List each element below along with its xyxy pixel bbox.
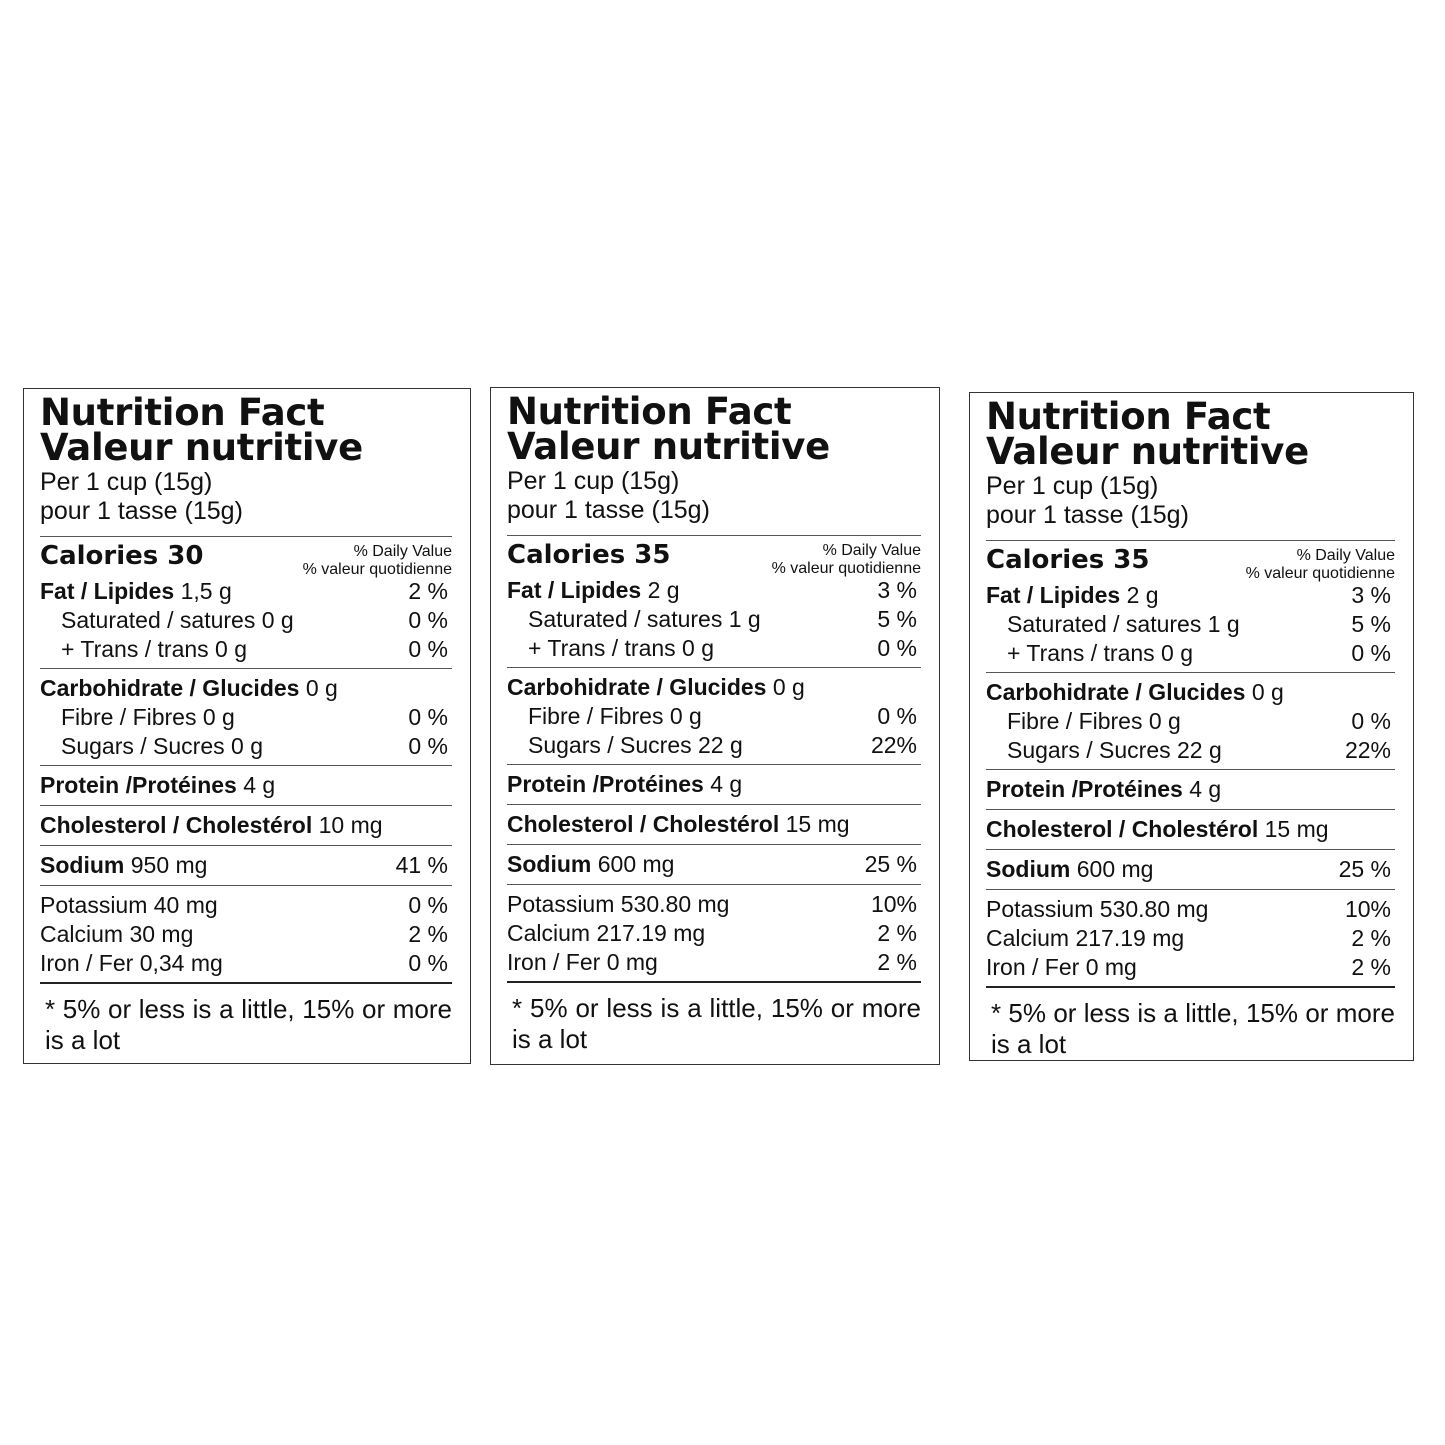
calcium-label: Calcium 217.19 mg [507, 920, 706, 946]
fibre-percent: 0 % [1351, 708, 1391, 734]
carbohydrate-amount: 0 g [772, 674, 805, 700]
carbohydrate-row [507, 673, 921, 702]
protein-amount: 4 g [710, 771, 743, 797]
fibre-percent: 0 % [877, 703, 917, 729]
saturated-percent: 0 % [408, 607, 448, 633]
title-fr: Valeur nutritive [507, 425, 830, 468]
iron-percent: 2 % [877, 949, 917, 975]
sodium-label: Sodium [507, 851, 592, 877]
calcium-percent: 2 % [877, 920, 917, 946]
iron-row [507, 948, 921, 977]
saturated-row [986, 610, 1395, 639]
trans-percent: 0 % [408, 636, 448, 662]
saturated-label: Saturated / satures 1 g [1007, 611, 1240, 637]
cholesterol-label: Cholesterol / Cholestérol [40, 812, 313, 838]
serving-size-fr: pour 1 tasse (15g) [40, 497, 243, 525]
fibre-row [986, 707, 1395, 736]
daily-value-header-en: % Daily Value [822, 542, 921, 559]
saturated-row [40, 606, 452, 635]
protein-row [986, 775, 1395, 804]
serving-size-en: Per 1 cup (15g) [40, 468, 213, 496]
fat-percent: 3 % [1351, 582, 1391, 608]
title-en: Nutrition Fact [507, 390, 792, 433]
sugars-row [507, 731, 921, 760]
calcium-percent: 2 % [1351, 925, 1391, 951]
calories-value: Calories 30 [40, 541, 204, 571]
sugars-label: Sugars / Sucres 22 g [528, 732, 743, 758]
calories-value: Calories 35 [986, 545, 1150, 575]
protein-label: Protein /Protéines [507, 771, 704, 797]
calories-value: Calories 35 [507, 540, 671, 570]
calcium-label: Calcium 217.19 mg [986, 925, 1185, 951]
saturated-row [507, 605, 921, 634]
fat-label: Fat / Lipides [40, 578, 175, 604]
iron-percent: 2 % [1351, 954, 1391, 980]
trans-label: + Trans / trans 0 g [1007, 640, 1194, 666]
title-fr: Valeur nutritive [986, 430, 1309, 473]
sodium-row [986, 855, 1395, 884]
cholesterol-amount: 15 mg [785, 811, 850, 837]
carbohydrate-amount: 0 g [305, 675, 338, 701]
saturated-label: Saturated / satures 0 g [61, 607, 294, 633]
sodium-amount: 600 mg [597, 851, 675, 877]
daily-value-header [303, 541, 452, 579]
trans-percent: 0 % [877, 635, 917, 661]
fibre-percent: 0 % [408, 704, 448, 730]
sodium-label: Sodium [986, 856, 1071, 882]
sodium-percent: 25 % [864, 851, 917, 877]
cholesterol-amount: 15 mg [1264, 816, 1329, 842]
iron-label: Iron / Fer 0 mg [986, 954, 1137, 980]
serving-size-fr: pour 1 tasse (15g) [986, 501, 1189, 529]
calcium-row [507, 919, 921, 948]
trans-label: + Trans / trans 0 g [528, 635, 715, 661]
sugars-percent: 22% [870, 732, 917, 758]
fibre-label: Fibre / Fibres 0 g [1007, 708, 1181, 734]
fat-row [507, 576, 921, 605]
cholesterol-label: Cholesterol / Cholestérol [507, 811, 780, 837]
calcium-percent: 2 % [408, 921, 448, 947]
sodium-row [40, 851, 452, 880]
cholesterol-row [40, 811, 452, 840]
sugars-percent: 22% [1344, 737, 1391, 763]
sugars-row [986, 736, 1395, 765]
serving-size-fr: pour 1 tasse (15g) [507, 496, 710, 524]
fat-row [40, 577, 452, 606]
potassium-percent: 0 % [408, 892, 448, 918]
daily-value-header-en: % Daily Value [353, 543, 452, 560]
fibre-row [40, 703, 452, 732]
potassium-percent: 10% [870, 891, 917, 917]
sodium-percent: 25 % [1338, 856, 1391, 882]
trans-percent: 0 % [1351, 640, 1391, 666]
nutrition-label-2 [490, 387, 940, 1065]
fat-amount: 1,5 g [180, 578, 232, 604]
sodium-label: Sodium [40, 852, 125, 878]
carbohydrate-row [986, 678, 1395, 707]
daily-value-header [772, 540, 921, 578]
potassium-row [986, 895, 1395, 924]
sugars-label: Sugars / Sucres 22 g [1007, 737, 1222, 763]
serving-size-en: Per 1 cup (15g) [986, 472, 1159, 500]
footnote: * 5% or less is a little, 15% or more is a lot [45, 994, 452, 1055]
fat-label: Fat / Lipides [986, 582, 1121, 608]
serving-size-en: Per 1 cup (15g) [507, 467, 680, 495]
fat-percent: 3 % [877, 577, 917, 603]
sodium-amount: 950 mg [130, 852, 208, 878]
calories-row [40, 537, 452, 577]
cholesterol-label: Cholesterol / Cholestérol [986, 816, 1259, 842]
iron-row [40, 949, 452, 978]
daily-value-header-en: % Daily Value [1296, 547, 1395, 564]
nutrition-label-1 [23, 388, 471, 1064]
potassium-label: Potassium 530.80 mg [986, 896, 1209, 922]
title-en: Nutrition Fact [986, 395, 1271, 438]
iron-label: Iron / Fer 0,34 mg [40, 950, 223, 976]
daily-value-header-fr: % valeur quotidienne [302, 561, 452, 578]
protein-label: Protein /Protéines [40, 772, 237, 798]
calories-row [507, 536, 921, 576]
title-en: Nutrition Fact [40, 391, 325, 434]
sugars-label: Sugars / Sucres 0 g [61, 733, 263, 759]
potassium-label: Potassium 40 mg [40, 892, 218, 918]
daily-value-header-fr: % valeur quotidienne [771, 560, 921, 577]
nutrition-label-3 [969, 392, 1414, 1061]
calcium-row [986, 924, 1395, 953]
saturated-percent: 5 % [877, 606, 917, 632]
fibre-label: Fibre / Fibres 0 g [61, 704, 235, 730]
sugars-percent: 0 % [408, 733, 448, 759]
sugars-row [40, 732, 452, 761]
calcium-label: Calcium 30 mg [40, 921, 194, 947]
footnote: * 5% or less is a little, 15% or more is a lot [991, 998, 1395, 1059]
fat-amount: 2 g [647, 577, 680, 603]
potassium-label: Potassium 530.80 mg [507, 891, 730, 917]
fat-label: Fat / Lipides [507, 577, 642, 603]
fat-row [986, 581, 1395, 610]
calories-row [986, 541, 1395, 581]
potassium-percent: 10% [1344, 896, 1391, 922]
footnote: * 5% or less is a little, 15% or more is a lot [512, 993, 921, 1054]
iron-percent: 0 % [408, 950, 448, 976]
protein-amount: 4 g [1189, 776, 1222, 802]
calcium-row [40, 920, 452, 949]
saturated-percent: 5 % [1351, 611, 1391, 637]
carbohydrate-label: Carbohidrate / Glucides [986, 679, 1246, 705]
protein-row [40, 771, 452, 800]
iron-label: Iron / Fer 0 mg [507, 949, 658, 975]
protein-row [507, 770, 921, 799]
iron-row [986, 953, 1395, 982]
carbohydrate-label: Carbohidrate / Glucides [507, 674, 767, 700]
daily-value-header [1246, 545, 1395, 583]
trans-row [986, 639, 1395, 668]
potassium-row [507, 890, 921, 919]
trans-row [40, 635, 452, 664]
carbohydrate-row [40, 674, 452, 703]
fibre-label: Fibre / Fibres 0 g [528, 703, 702, 729]
carbohydrate-amount: 0 g [1251, 679, 1284, 705]
sodium-percent: 41 % [395, 852, 448, 878]
protein-amount: 4 g [243, 772, 276, 798]
fibre-row [507, 702, 921, 731]
sodium-amount: 600 mg [1076, 856, 1154, 882]
sodium-row [507, 850, 921, 879]
trans-label: + Trans / trans 0 g [61, 636, 248, 662]
cholesterol-row [986, 815, 1395, 844]
fat-amount: 2 g [1126, 582, 1159, 608]
saturated-label: Saturated / satures 1 g [528, 606, 761, 632]
cholesterol-row [507, 810, 921, 839]
title-fr: Valeur nutritive [40, 426, 363, 469]
daily-value-header-fr: % valeur quotidienne [1245, 565, 1395, 582]
protein-label: Protein /Protéines [986, 776, 1183, 802]
fat-percent: 2 % [408, 578, 448, 604]
potassium-row [40, 891, 452, 920]
cholesterol-amount: 10 mg [318, 812, 383, 838]
carbohydrate-label: Carbohidrate / Glucides [40, 675, 300, 701]
trans-row [507, 634, 921, 663]
